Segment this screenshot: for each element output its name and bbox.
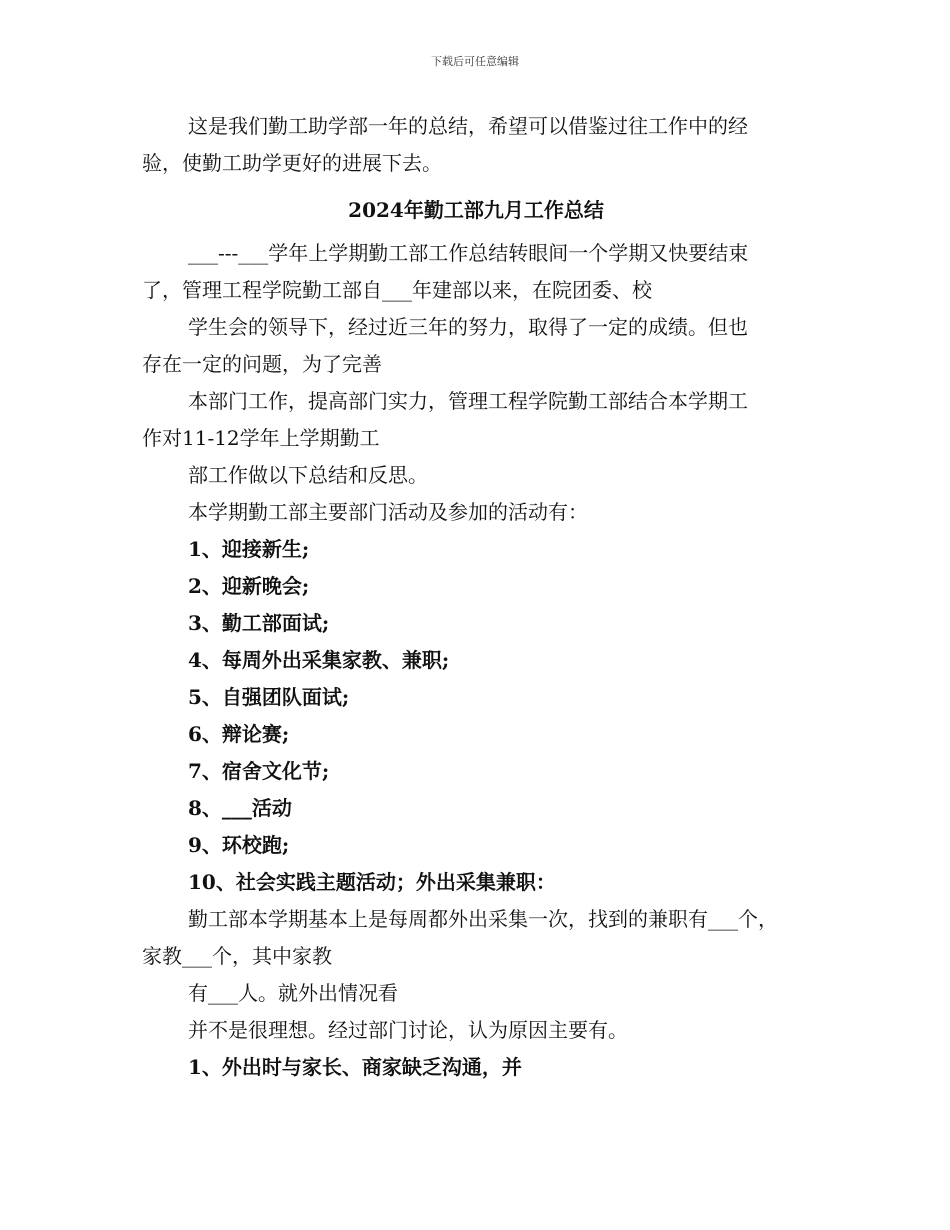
paragraph-line: 了，管理工程学院勤工部自___年建部以来，在院团委、校	[142, 278, 652, 302]
activity-item: 6、辩论赛;	[188, 722, 290, 746]
intro-line: 这是我们勤工助学部一年的总结，希望可以借鉴过往工作中的经	[188, 114, 748, 138]
paragraph-line: 本学期勤工部主要部门活动及参加的活动有：	[188, 500, 588, 524]
activity-item: 5、自强团队面试;	[188, 685, 350, 709]
closing-line: 并不是很理想。经过部门讨论，认为原因主要有。	[188, 1018, 628, 1042]
closing-line: 有___人。就外出情况看	[188, 981, 398, 1005]
closing-line: 家教___个，其中家教	[142, 944, 332, 968]
paragraph-line: 部工作做以下总结和反思。	[188, 463, 428, 487]
document-title: 2024年勤工部九月工作总结	[348, 198, 604, 222]
activity-item: 8、___活动	[188, 796, 292, 820]
issue-item: 1、外出时与家长、商家缺乏沟通，并	[188, 1055, 522, 1079]
activity-item: 9、环校跑;	[188, 833, 290, 857]
header-note: 下载后可任意编辑	[431, 55, 519, 68]
paragraph-line: 学生会的领导下，经过近三年的努力，取得了一定的成绩。但也	[188, 315, 748, 339]
activity-item: 1、迎接新生;	[188, 537, 310, 561]
activity-item: 4、每周外出采集家教、兼职;	[188, 648, 450, 672]
activity-item: 2、迎新晚会;	[188, 574, 310, 598]
closing-line: 勤工部本学期基本上是每周都外出采集一次，找到的兼职有___个，	[188, 907, 778, 931]
paragraph-line: 本部门工作，提高部门实力，管理工程学院勤工部结合本学期工	[188, 389, 748, 413]
paragraph-line: ___---___学年上学期勤工部工作总结转眼间一个学期又快要结束	[188, 241, 749, 265]
activity-item: 10、社会实践主题活动；外出采集兼职：	[188, 870, 556, 894]
activity-item: 7、宿舍文化节;	[188, 759, 330, 783]
document-body	[142, 108, 810, 1086]
paragraph-line: 存在一定的问题，为了完善	[142, 352, 382, 376]
paragraph-line: 作对11-12学年上学期勤工	[142, 426, 380, 450]
intro-line: 验，使勤工助学更好的进展下去。	[142, 151, 442, 175]
activity-item: 3、勤工部面试;	[188, 611, 330, 635]
